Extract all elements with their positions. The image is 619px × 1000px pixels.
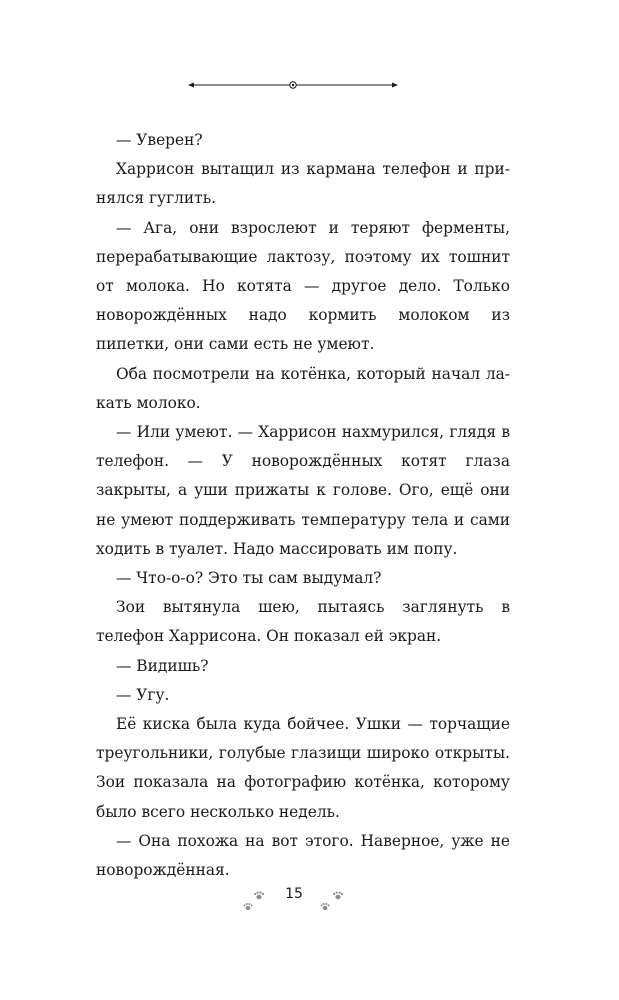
body-text [96,126,510,885]
paragraph: — Уверен? [116,131,203,149]
paragraph: Харрисон вытащил из кармана телефон и принялся гуглить. [96,160,510,208]
paragraph: Её киска была куда бойчее. Ушки — торчащие треугольники, голубые глазищи широко открыты. Зои показала на фотографию котёнка, которому было всего несколько недель. [96,715,510,821]
paw-print-icon [316,888,346,918]
paragraph: — Угу. [116,685,170,704]
divider-ornament-icon [188,79,398,91]
paragraph: — Ага, они взрослеют и теряют ферменты, перерабатывающие лактозу, поэтому их тошнит от молока. Но котята — другое дело. Только новорождённых надо кормить молоком из пипетки, они сами есть не умеют. [96,218,510,354]
paragraph: — Что-о-о? Это ты сам выдумал? [116,569,382,588]
paw-print-icon [242,888,272,918]
page-number: 15 [285,886,303,902]
paragraph: — Видишь? [116,656,209,675]
paragraph: Зои вытянула шею, пытаясь заглянуть в телефон Харрисона. Он показал ей экран. [96,598,510,646]
page-footer [0,880,619,920]
paragraph: — Она похожа на вот этого. Наверное, уже не новорождённая. [96,831,510,880]
paragraph: — Или умеют. — Харрисон нахмурился, глядя в телефон. — У новорождённых котят глаза закрыты, а уши прижаты к голове. Ого, ещё они не умеют поддерживать температуру тела и сами ходить в туалет. Надо массировать им попу. [96,423,510,558]
paragraph: Оба посмотрели на котёнка, который начал лакать молоко. [96,364,510,412]
